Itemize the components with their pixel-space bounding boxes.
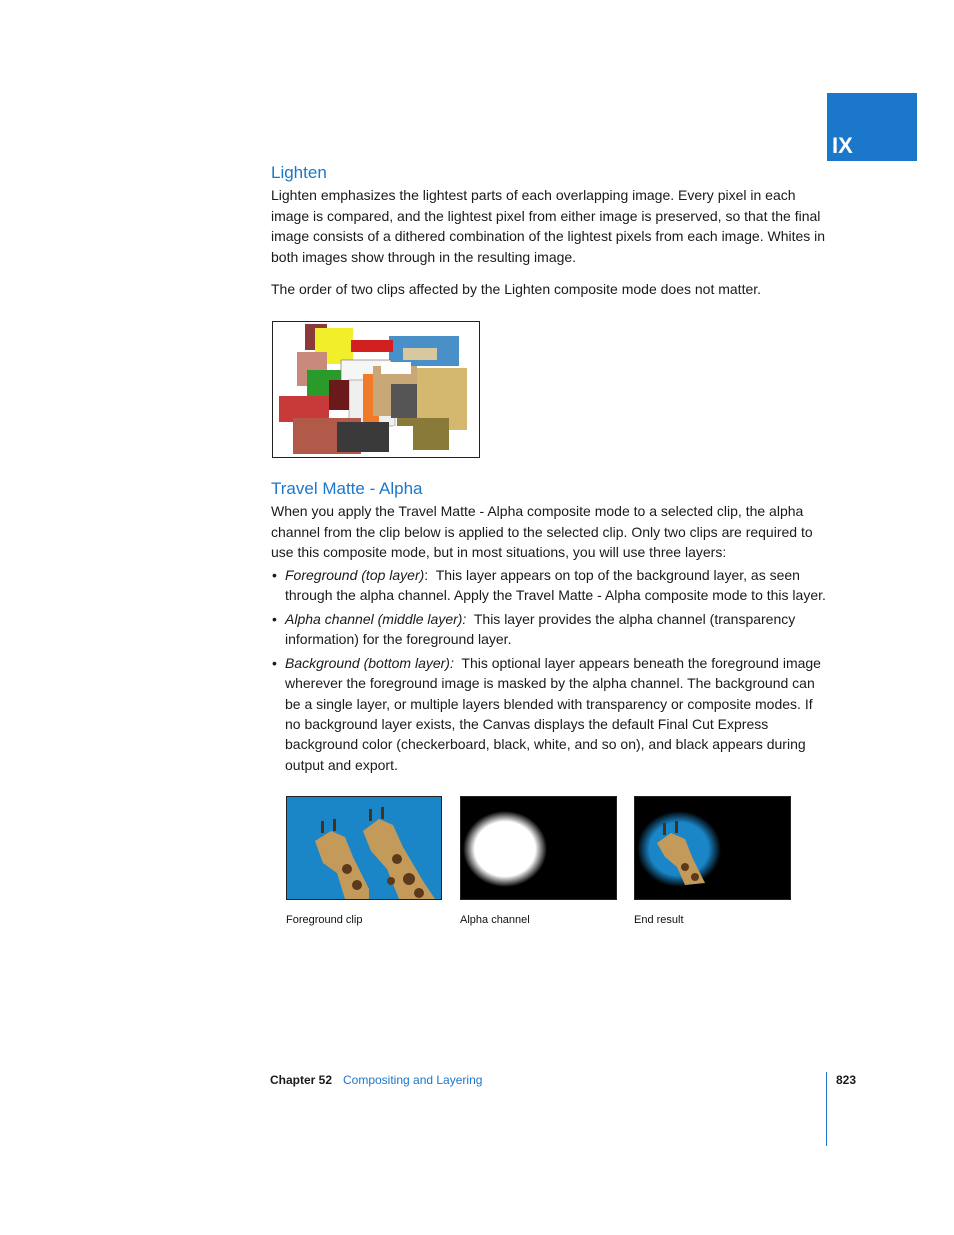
- end-result-caption: End result: [634, 914, 684, 926]
- travel-matte-heading: Travel Matte - Alpha: [271, 479, 423, 498]
- lighten-example-image: [272, 321, 480, 458]
- bullet-text: This layer appears on top of the background layer, as seen through the alpha channel. Apply the Travel Matte - Alpha composite mode to this layer.: [285, 567, 826, 604]
- bullet-text: This layer provides the alpha channel (transparency information) for the foreground layer.: [285, 611, 796, 648]
- end-result-graphic: [635, 797, 790, 899]
- bullet-term: Alpha channel (middle layer):: [285, 611, 467, 628]
- alpha-channel-caption: Alpha channel: [460, 914, 530, 926]
- end-result-image: [634, 796, 791, 900]
- list-item: [271, 609, 831, 650]
- page-number: 823: [836, 1073, 857, 1087]
- footer-divider: [826, 1072, 827, 1146]
- lighten-paragraph-1: Lighten emphasizes the lightest parts of each overlapping image. Every pixel in each image is compared, and the lightest pixel from either image is preserved, so that the final image consists of a dithered combination of the lightest pixels from each image. Whites in both images show through in the resulting image.: [271, 187, 826, 265]
- layer-bullet-list: [271, 565, 831, 778]
- lighten-collage-graphic: [273, 322, 479, 457]
- giraffes-photo-graphic: [287, 797, 441, 899]
- bullet-text: This optional layer appears beneath the foreground image wherever the foreground image is masked by the alpha channel. The background can be a single layer, or multiple layers blended with transparency or composite modes. If no background layer exists, the Canvas displays the default Final Cut Express background color (checkerboard, black, white, and so on), and black appears during output and export.: [285, 655, 821, 773]
- bullet-term: Background (bottom layer):: [285, 655, 454, 672]
- chapter-tab: [827, 93, 917, 161]
- bullet-separator: :: [424, 567, 429, 583]
- footer-chapter-title: Compositing and Layering: [343, 1073, 483, 1087]
- chapter-tab-label: IX: [832, 133, 853, 158]
- alpha-mask-graphic: [461, 797, 616, 899]
- travel-matte-intro: When you apply the Travel Matte - Alpha composite mode to a selected clip, the alpha channel from the clip below is applied to the selected clip. Only two clips are required to use this composite mode, but in most situations, you will use three layers:: [271, 503, 813, 560]
- alpha-channel-image: [460, 796, 617, 900]
- bullet-term: Foreground (top layer): [285, 567, 425, 583]
- lighten-paragraph-2: The order of two clips affected by the Lighten composite mode does not matter.: [271, 281, 762, 297]
- footer-chapter-label: Chapter 52: [270, 1073, 333, 1087]
- list-item: [271, 653, 831, 775]
- foreground-clip-caption: Foreground clip: [286, 914, 363, 926]
- list-item: [271, 565, 831, 606]
- foreground-clip-image: [286, 796, 442, 900]
- lighten-heading: Lighten: [271, 163, 327, 182]
